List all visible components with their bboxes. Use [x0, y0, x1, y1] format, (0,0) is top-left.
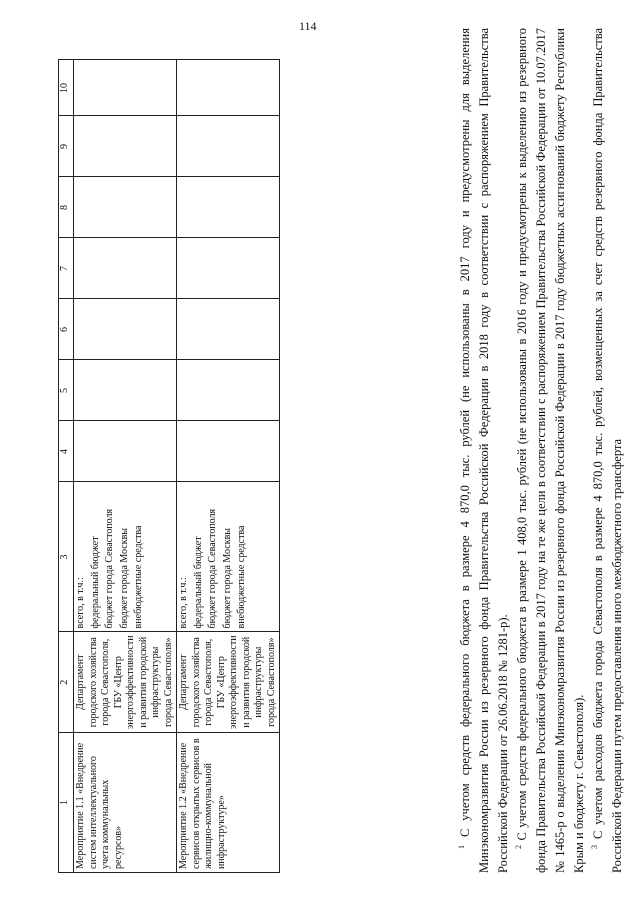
empty-cell — [74, 360, 177, 421]
measure-cell: Мероприятие 1.2 «Внедрение сервисов открытых сервисов в жилищно-коммунальной инфраструктуре» — [177, 733, 280, 873]
footnote — [513, 28, 589, 873]
empty-cell — [74, 421, 177, 482]
footnote-text: С учетом средств федерального бюджета в размере 1 408,0 тыс. рублей (не использованы в 2016 году и предусмотрены к выделению из резервного фонда Правительства Российской Федерации в 2017 году на те же цели в соответствии с распоряжением Правительства Российской Федерации от 10.07.2017 № 1465-р о выделении Минэкономразвития России из резервного фонда Российской Федерации в 2017 году бюджетных ассигнований бюджету Республики Крым и бюджету г. Севастополя). — [515, 27, 586, 873]
funding-source: всего, в т.ч.: — [75, 577, 86, 629]
footnote-text: С учетом средств федерального бюджета в размере 4 870,0 тыс. рублей (не использованы в 2017 году и предусмотрены для выделения Минэкономразвития России из резервного фонда Правительства Российской Федерации в 2018 году в соответствии с распоряжением Правительства Российской Федерации от 26.06.2018 № 1281-р). — [458, 28, 510, 873]
footnotes — [456, 28, 627, 873]
header-col-10: 10 — [59, 60, 74, 116]
funding-source: федеральный бюджет — [192, 536, 204, 629]
empty-cell — [177, 238, 280, 299]
measure-cell: Мероприятие 1.1 «Внедрение систем интеллектуального учета коммунальных ресурсов» — [74, 733, 177, 873]
funding-source: бюджет города Севастополя — [104, 508, 115, 629]
header-col-9: 9 — [59, 116, 74, 177]
funding-sources-cell — [74, 482, 177, 632]
funding-source: внебюджетные средства — [236, 525, 247, 629]
funding-source: внебюджетные средства — [133, 525, 144, 629]
table-row — [177, 60, 280, 873]
empty-cell — [177, 421, 280, 482]
footnote — [456, 28, 513, 873]
header-col-4: 4 — [59, 421, 74, 482]
table-row — [74, 60, 177, 873]
empty-cell — [74, 299, 177, 360]
footnote-text: С учетом расходов бюджета города Севастополя в размере 4 870,0 тыс. рублей, возмещенных за счет средств резервного фонда Правительства Российской Федерации путем предоставления иного межбюджетного трансферта — [591, 27, 624, 873]
header-col-6: 6 — [59, 299, 74, 360]
page-number: 114 — [299, 19, 317, 33]
executor-cell: Департамент городского хозяйства города Севастополя, ГБУ «Центр энергоэффективности и развития городской инфраструктуры города Севастополя» — [177, 632, 280, 733]
empty-cell — [74, 177, 177, 238]
header-col-1: 1 — [59, 733, 74, 873]
footnote-mark: 1 — [456, 845, 466, 849]
funding-source: федеральный бюджет — [89, 536, 101, 629]
header-col-3: 3 — [59, 482, 74, 632]
footnote-mark: 2 — [513, 845, 523, 849]
footnote-mark: 3 — [589, 845, 599, 849]
header-col-5: 5 — [59, 360, 74, 421]
empty-cell — [177, 299, 280, 360]
header-row — [59, 60, 74, 873]
funding-source: бюджет города Москвы — [221, 527, 233, 629]
header-col-7: 7 — [59, 238, 74, 299]
funding-sources-cell — [177, 482, 280, 632]
empty-cell — [177, 116, 280, 177]
empty-cell — [74, 60, 177, 116]
executor-cell: Департамент городского хозяйства города Севастополя, ГБУ «Центр энергоэффективности и развития городской инфраструктуры города Севастополя» — [74, 632, 177, 733]
empty-cell — [177, 177, 280, 238]
footnote — [589, 28, 627, 873]
funding-source: бюджет города Москвы — [118, 527, 130, 629]
empty-cell — [177, 360, 280, 421]
funding-source: бюджет города Севастополя — [207, 508, 218, 629]
empty-cell — [74, 116, 177, 177]
rotated-content — [58, 25, 624, 873]
header-col-2: 2 — [59, 632, 74, 733]
header-col-8: 8 — [59, 177, 74, 238]
activities-table — [58, 59, 280, 873]
empty-cell — [177, 60, 280, 116]
empty-cell — [74, 238, 177, 299]
funding-source: всего, в т.ч.: — [178, 577, 189, 629]
